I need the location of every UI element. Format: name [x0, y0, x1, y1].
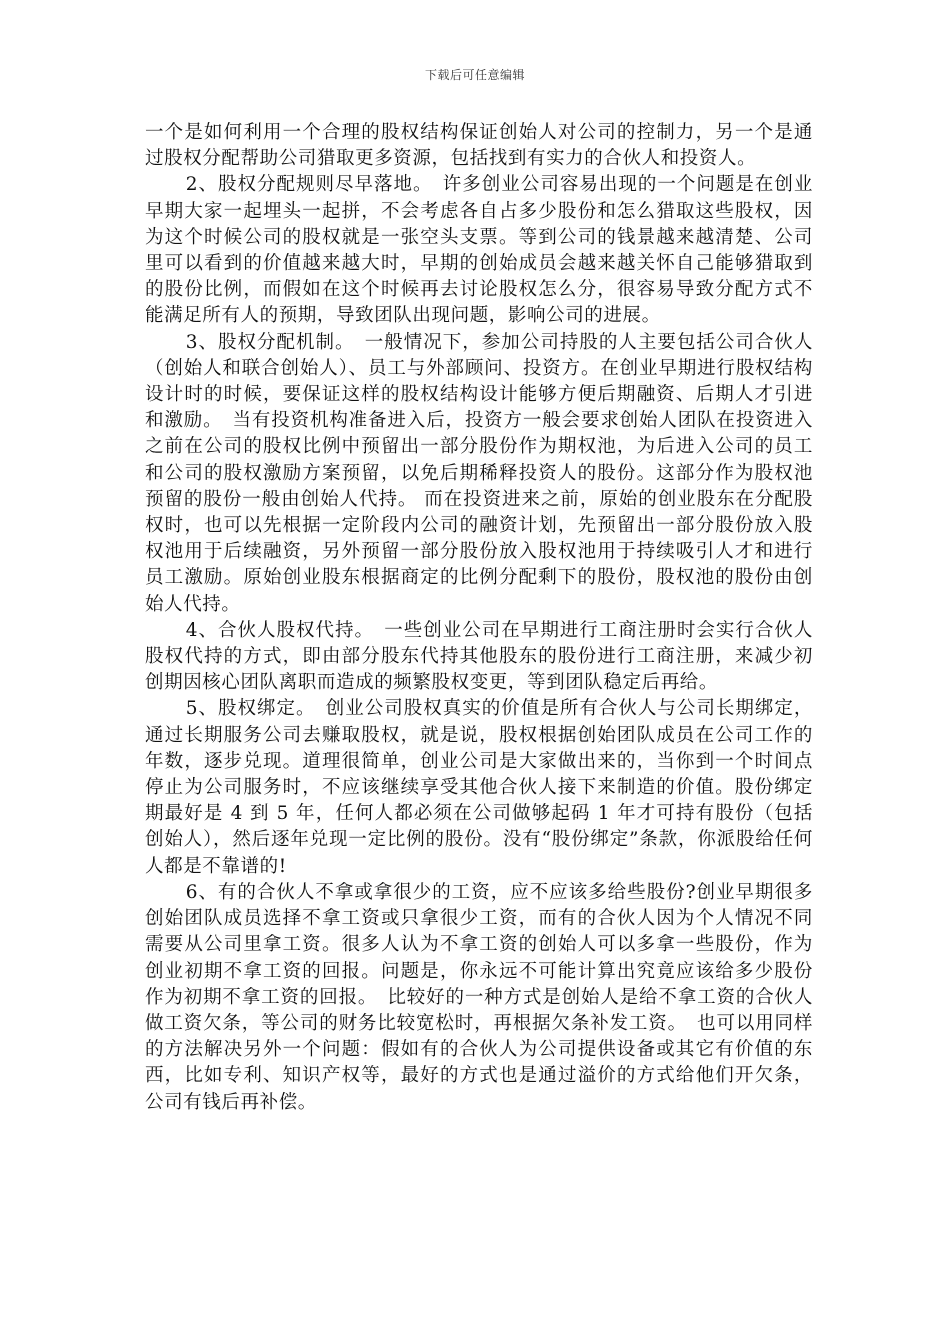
paragraph-section-4: 4、合伙人股权代持。 一些创业公司在早期进行工商注册时会实行合伙人股权代持的方式，即由部分股东代持其他股东的股份进行工商注册，来减少初创期因核心团队离职而造成的频繁股权变更，等到团队稳定后再给。 — [145, 619, 813, 694]
paragraph-section-5: 5、股权绑定。 创业公司股权真实的价值是所有合伙人与公司长期绑定，通过长期服务公司去赚取股权，就是说，股权根据创始团队成员在公司工作的年数，逐步兑现。道理很简单，创业公司是大家做出来的，当你到一个时间点停止为公司服务时，不应该继续享受其他合伙人接下来制造的价值。股份绑定期最好是 4 到 5 年，任何人都必须在公司做够起码 1 年才可持有股份（包括创始人），然后逐年兑现一定比例的股份。没有“股份绑定”条款，你派股给任何人都是不靠谱的! — [145, 698, 813, 877]
paragraph-section-2: 2、股权分配规则尽早落地。 许多创业公司容易出现的一个问题是在创业早期大家一起埋头一起拼，不会考虑各自占多少股份和怎么猎取这些股权，因为这个时候公司的股权就是一张空头支票。等到公司的钱景越来越清楚、公司里可以看到的价值越来越大时，早期的创始成员会越来越关怀自己能够猎取到的股份比例，而假如在这个时候再去讨论股权怎么分，很容易导致分配方式不能满足所有人的预期，导致团队出现问题，影响公司的进展。 — [145, 174, 813, 327]
paragraph-section-3: 3、股权分配机制。 一般情况下，参加公司持股的人主要包括公司合伙人（创始人和联合创始人）、员工与外部顾问、投资方。在创业早期进行股权结构设计时的时候，要保证这样的股权结构设计能够方便后期融资、后期人才引进和激励。 当有投资机构准备进入后，投资方一般会要求创始人团队在投资进入之前在公司的股权比例中预留出一部分股份作为期权池，为后进入公司的员工和公司的股权激励方案预留，以免后期稀释投资人的股份。这部分作为股权池预留的股份一般由创始人代持。 而在投资进来之前，原始的创业股东在分配股权时，也可以先根据一定阶段内公司的融资计划，先预留出一部分股份放入股权池用于后续融资，另外预留一部分股份放入股权池用于持续吸引人才和进行员工激励。原始创业股东根据商定的比例分配剩下的股份，股权池的股份由创始人代持。 — [145, 331, 813, 615]
paragraph-continuation: 一个是如何利用一个合理的股权结构保证创始人对公司的控制力，另一个是通过股权分配帮助公司猎取更多资源，包括找到有实力的合伙人和投资人。 — [145, 122, 813, 170]
document-body — [145, 120, 813, 1116]
page-header-note: 下载后可任意编辑 — [424, 68, 525, 82]
paragraph-section-6: 6、有的合伙人不拿或拿很少的工资，应不应该多给些股份?创业早期很多创始团队成员选择不拿工资或只拿很少工资，而有的合伙人因为个人情况不同需要从公司里拿工资。很多人认为不拿工资的创始人可以多拿一些股份，作为创业初期不拿工资的回报。问题是，你永远不可能计算出究竟应该给多少股份作为初期不拿工资的回报。 比较好的一种方式是创始人是给不拿工资的合伙人做工资欠条，等公司的财务比较宽松时，再根据欠条补发工资。 也可以用同样的方法解决另外一个问题：假如有的合伙人为公司提供设备或其它有价值的东西，比如专利、知识产权等，最好的方式也是通过溢价的方式给他们开欠条，公司有钱后再补偿。 — [145, 881, 813, 1113]
